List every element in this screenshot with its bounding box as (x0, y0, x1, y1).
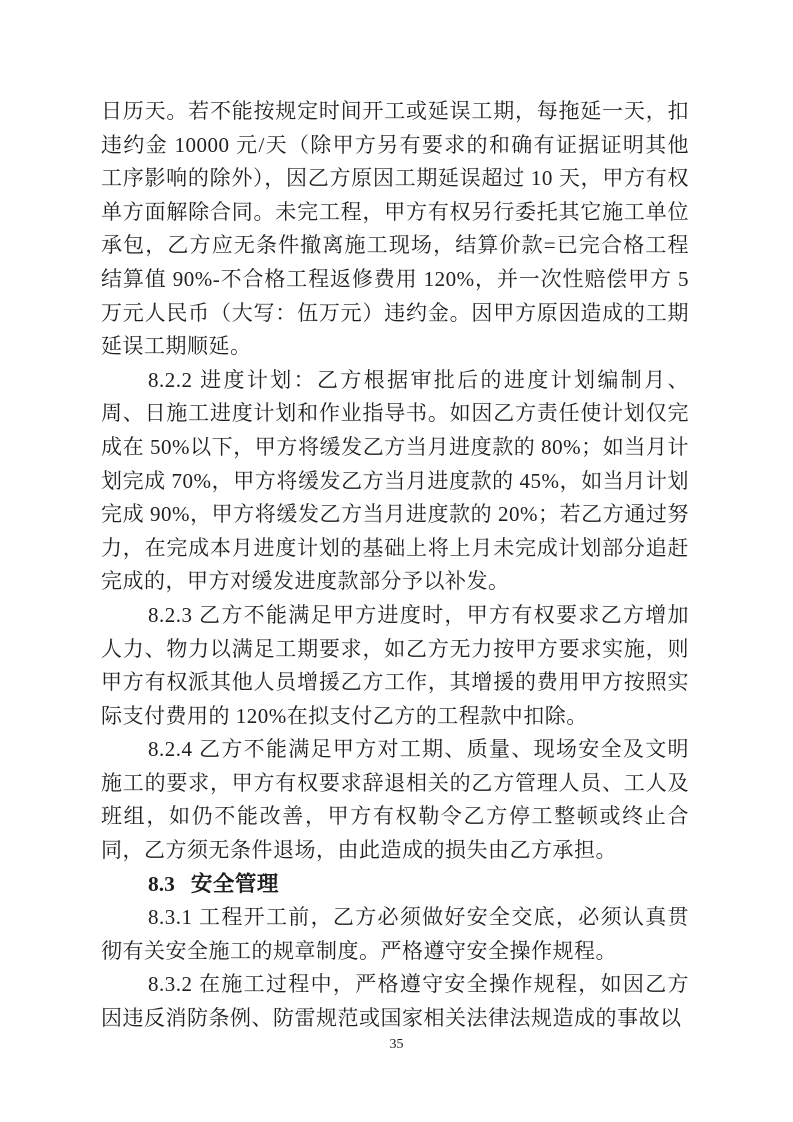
paragraph-8-2-3: 8.2.3 乙方不能满足甲方进度时，甲方有权要求乙方增加人力、物力以满足工期要求，如乙方无力按甲方要求实施，则甲方有权派其他人员增援乙方工作，其增援的费用甲方按照实际支付费用的 120%在拟支付乙方的工程款中扣除。 (101, 602, 689, 728)
paragraph-8-2-1-continuation: 日历天。若不能按规定时间开工或延误工期，每拖延一天，扣违约金 10000 元/天（除甲方另有要求的和确有证据证明其他工序影响的除外），因乙方原因工期延误超过 10 天，甲方有权单方面解除合同。未完工程，甲方有权另行委托其它施工单位承包，乙方应无条件撤离施工现场，结算价款=已完合格工程结算值 90%-不合格工程返修费用 120%，并一次性赔偿甲方 5 万元人民币（大写：伍万元）违约金。因甲方原因造成的工期延误工期顺延。 (101, 99, 689, 359)
page-number: 35 (389, 1037, 404, 1052)
paragraph-8-2-2: 8.2.2 进度计划：乙方根据审批后的进度计划编制月、周、日施工进度计划和作业指导书。如因乙方责任使计划仅完成在 50%以下，甲方将缓发乙方当月进度款的 80%；如当月计划完成 70%，甲方将缓发乙方当月进度款的 45%，如当月计划完成 90%，甲方将缓发乙方当月进度款的 20%；若乙方通过努力，在完成本月进度计划的基础上将上月未完成计划部分追赶完成的，甲方对缓发进度款部分予以补发。 (101, 367, 689, 594)
page-content (101, 95, 689, 1036)
heading-8-3-number: 8.3 (148, 871, 175, 896)
heading-8-3 (101, 868, 689, 902)
paragraph-8-3-2: 8.3.2 在施工过程中，严格遵守安全操作规程，如因乙方因违反消防条例、防雷规范或国家相关法律法规造成的事故以 (101, 972, 689, 1031)
paragraph-8-3-1: 8.3.1 工程开工前，乙方必须做好安全交底，必须认真贯彻有关安全施工的规章制度。严格遵守安全操作规程。 (101, 905, 689, 963)
paragraph-8-2-4: 8.2.4 乙方不能满足甲方对工期、质量、现场安全及文明施工的要求，甲方有权要求辞退相关的乙方管理人员、工人及班组，如仍不能改善，甲方有权勒令乙方停工整顿或终止合同，乙方须无条件退场，由此造成的损失由乙方承担。 (101, 737, 689, 863)
heading-8-3-title: 安全管理 (190, 871, 279, 896)
